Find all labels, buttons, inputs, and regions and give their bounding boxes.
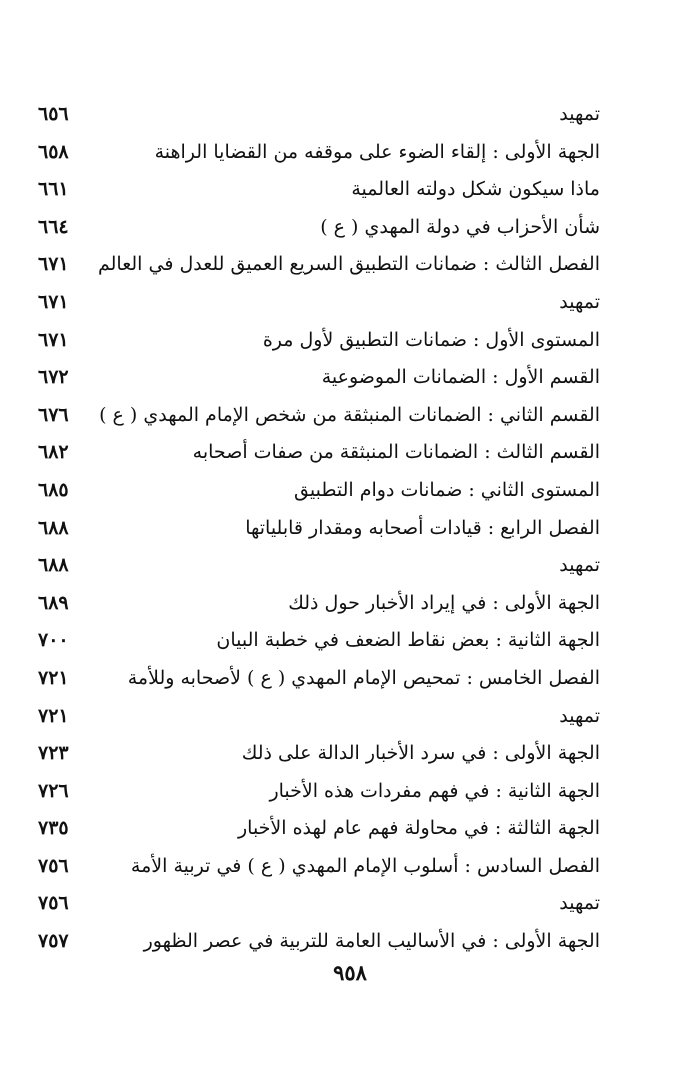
toc-entry (30, 134, 600, 172)
toc-entry-title: الجهة الثانية : بعض نقاط الضعف في خطبة البيان (216, 629, 600, 652)
toc-entry-page: ٦٧١ (38, 253, 69, 276)
toc-entry-page: ٦٨٥ (38, 478, 69, 501)
toc-entry (30, 322, 600, 360)
toc-entry (30, 434, 600, 472)
toc-entry-page: ٦٥٦ (38, 103, 69, 125)
toc-entry-page: ٦٧١ (38, 290, 69, 313)
toc-entry-title: القسم الثاني : الضمانات المنبثقة من شخص الإمام المهدي ( ع ) (99, 403, 600, 426)
toc-entry (30, 622, 600, 660)
toc-entry (30, 209, 600, 247)
toc-entry-title: الجهة الأولى : في إيراد الأخبار حول ذلك (288, 591, 600, 614)
toc-entry-title: الفصل السادس : أسلوب الإمام المهدي ( ع ) في تربية الأمة (130, 854, 600, 877)
table-of-contents (30, 96, 600, 961)
toc-entry (30, 510, 600, 548)
toc-entry-page: ٦٨٢ (38, 441, 69, 464)
toc-entry-page: ٦٨٩ (38, 591, 69, 614)
toc-entry-title: الجهة الثالثة : في محاولة فهم عام لهذه الأخبار (237, 817, 600, 840)
toc-entry-title: تمهيد (559, 554, 600, 577)
toc-entry-page: ٦٥٨ (38, 140, 69, 163)
toc-entry-title: القسم الثالث : الضمانات المنبثقة من صفات أصحابه (192, 441, 600, 464)
toc-entry (30, 848, 600, 886)
toc-entry-title: الفصل الخامس : تمحيص الإمام المهدي ( ع ) لأصحابه وللأمة (127, 666, 600, 689)
toc-entry-page: ٧٥٦ (38, 854, 69, 877)
toc-entry-page: ٦٨٨ (38, 516, 69, 539)
toc-entry-title: الجهة الأولى : في سرد الأخبار الدالة على ذلك (241, 742, 600, 765)
toc-entry (30, 397, 600, 435)
toc-entry-page: ٦٧١ (38, 328, 69, 351)
toc-entry-page: ٧٢١ (38, 704, 69, 727)
toc-entry-page: ٧٥٧ (38, 930, 69, 953)
toc-entry-title: الجهة الأولى : إلقاء الضوء على موقفه من القضايا الراهنة (154, 140, 600, 163)
toc-entry-page: ٦٦٤ (38, 215, 69, 238)
toc-entry-title: تمهيد (559, 892, 600, 915)
toc-entry-title: الجهة الثانية : في فهم مفردات هذه الأخبار (269, 779, 600, 802)
toc-entry-page: ٦٨٨ (38, 554, 69, 577)
toc-entry-title: شأن الأحزاب في دولة المهدي ( ع ) (320, 215, 600, 238)
toc-entry (30, 660, 600, 698)
toc-entry (30, 585, 600, 623)
toc-entry-page: ٦٧٢ (38, 366, 69, 389)
toc-entry-page: ٧٣٥ (38, 817, 69, 840)
toc-entry-title: تمهيد (559, 704, 600, 727)
toc-entry-page: ٦٦١ (38, 178, 69, 201)
toc-entry-page: ٧٢٦ (38, 779, 69, 802)
toc-entry-title: المستوى الأول : ضمانات التطبيق لأول مرة (262, 328, 600, 351)
toc-entry-page: ٦٧٦ (38, 403, 69, 426)
toc-entry (30, 284, 600, 322)
toc-entry (30, 171, 600, 209)
toc-entry (30, 547, 600, 585)
toc-entry (30, 698, 600, 736)
toc-entry-title: تمهيد (559, 290, 600, 313)
toc-entry (30, 472, 600, 510)
toc-entry-title: الفصل الرابع : قيادات أصحابه ومقدار قابلياتها (245, 516, 600, 539)
toc-entry-title: الفصل الثالث : ضمانات التطبيق السريع العميق للعدل في العالم (97, 253, 600, 276)
toc-entry-page: ٧٥٦ (38, 892, 69, 915)
toc-entry (30, 246, 600, 284)
toc-entry (30, 96, 600, 134)
toc-entry-page: ٧٠٠ (38, 629, 69, 652)
toc-entry (30, 359, 600, 397)
toc-entry (30, 810, 600, 848)
toc-entry-page: ٧٢١ (38, 666, 69, 689)
toc-entry-title: القسم الأول : الضمانات الموضوعية (321, 366, 600, 389)
toc-entry-title: تمهيد (559, 103, 600, 125)
toc-entry-title: المستوى الثاني : ضمانات دوام التطبيق (294, 478, 600, 501)
toc-entry (30, 773, 600, 811)
toc-entry-title: الجهة الأولى : في الأساليب العامة للتربية في عصر الظهور (143, 930, 600, 953)
toc-entry-page: ٧٢٣ (38, 742, 69, 765)
toc-entry (30, 885, 600, 923)
toc-entry (30, 735, 600, 773)
toc-entry (30, 923, 600, 961)
page-number: ٩٥٨ (333, 960, 367, 985)
toc-entry-title: ماذا سيكون شكل دولته العالمية (351, 178, 600, 201)
